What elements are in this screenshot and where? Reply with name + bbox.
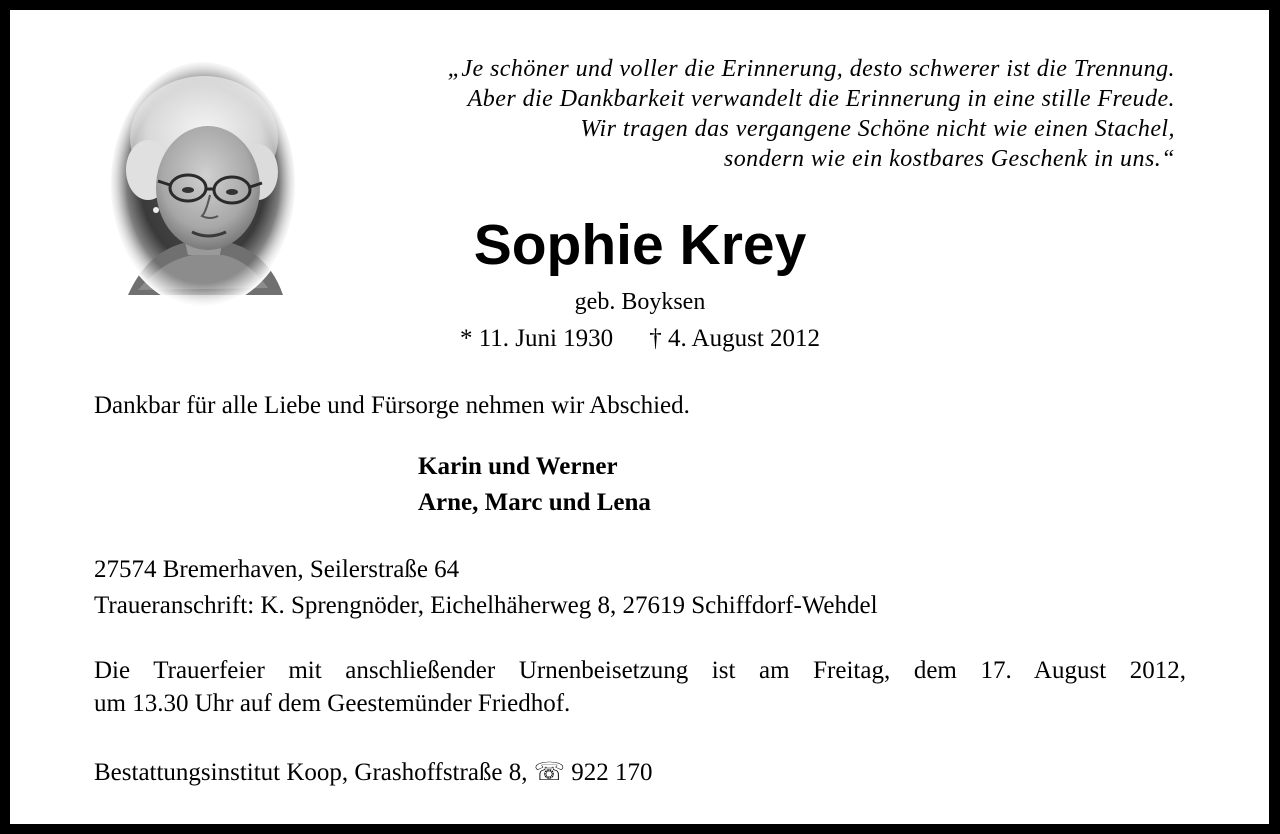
quote-line: Wir tragen das vergangene Schöne nicht wie einen Stachel, (580, 116, 1175, 142)
home-address: 27574 Bremerhaven, Seilerstraße 64 (94, 556, 460, 583)
mourning-address: Traueranschrift: K. Sprengnöder, Eichelhäherweg 8, 27619 Schiffdorf-Wehdel (94, 592, 878, 619)
ceremony-line: um 13.30 Uhr auf dem Geestemünder Friedhof. (94, 690, 571, 717)
ceremony-info (94, 654, 1186, 720)
birth-date: * 11. Juni 1930 (459, 325, 614, 352)
life-dates (0, 323, 1280, 355)
deceased-name: Sophie Krey (473, 213, 807, 277)
death-date: † 4. August 2012 (649, 325, 821, 352)
address-block (94, 552, 878, 624)
family-signatures (418, 449, 651, 521)
quote-line: Aber die Dankbarkeit verwandelt die Erinnerung in eine stille Freude. (467, 86, 1175, 112)
quote-line: „Je schöner und voller die Erinnerung, desto schwerer ist die Trennung. (447, 56, 1175, 82)
family-line: Karin und Werner (418, 453, 618, 480)
ceremony-line: Die Trauerfeier mit anschließender Urnenbeisetzung ist am Freitag, dem 17. August 2012, (94, 657, 1186, 684)
farewell-text: Dankbar für alle Liebe und Fürsorge nehmen wir Abschied. (94, 392, 690, 419)
family-line: Arne, Marc und Lena (418, 489, 651, 516)
birth-name: geb. Boyksen (574, 289, 706, 315)
memorial-quote (295, 54, 1175, 174)
quote-line: sondern wie ein kostbares Geschenk in uns.“ (723, 146, 1175, 172)
funeral-home: Bestattungsinstitut Koop, Grashoffstraße 8, ☏ 922 170 (94, 759, 653, 786)
